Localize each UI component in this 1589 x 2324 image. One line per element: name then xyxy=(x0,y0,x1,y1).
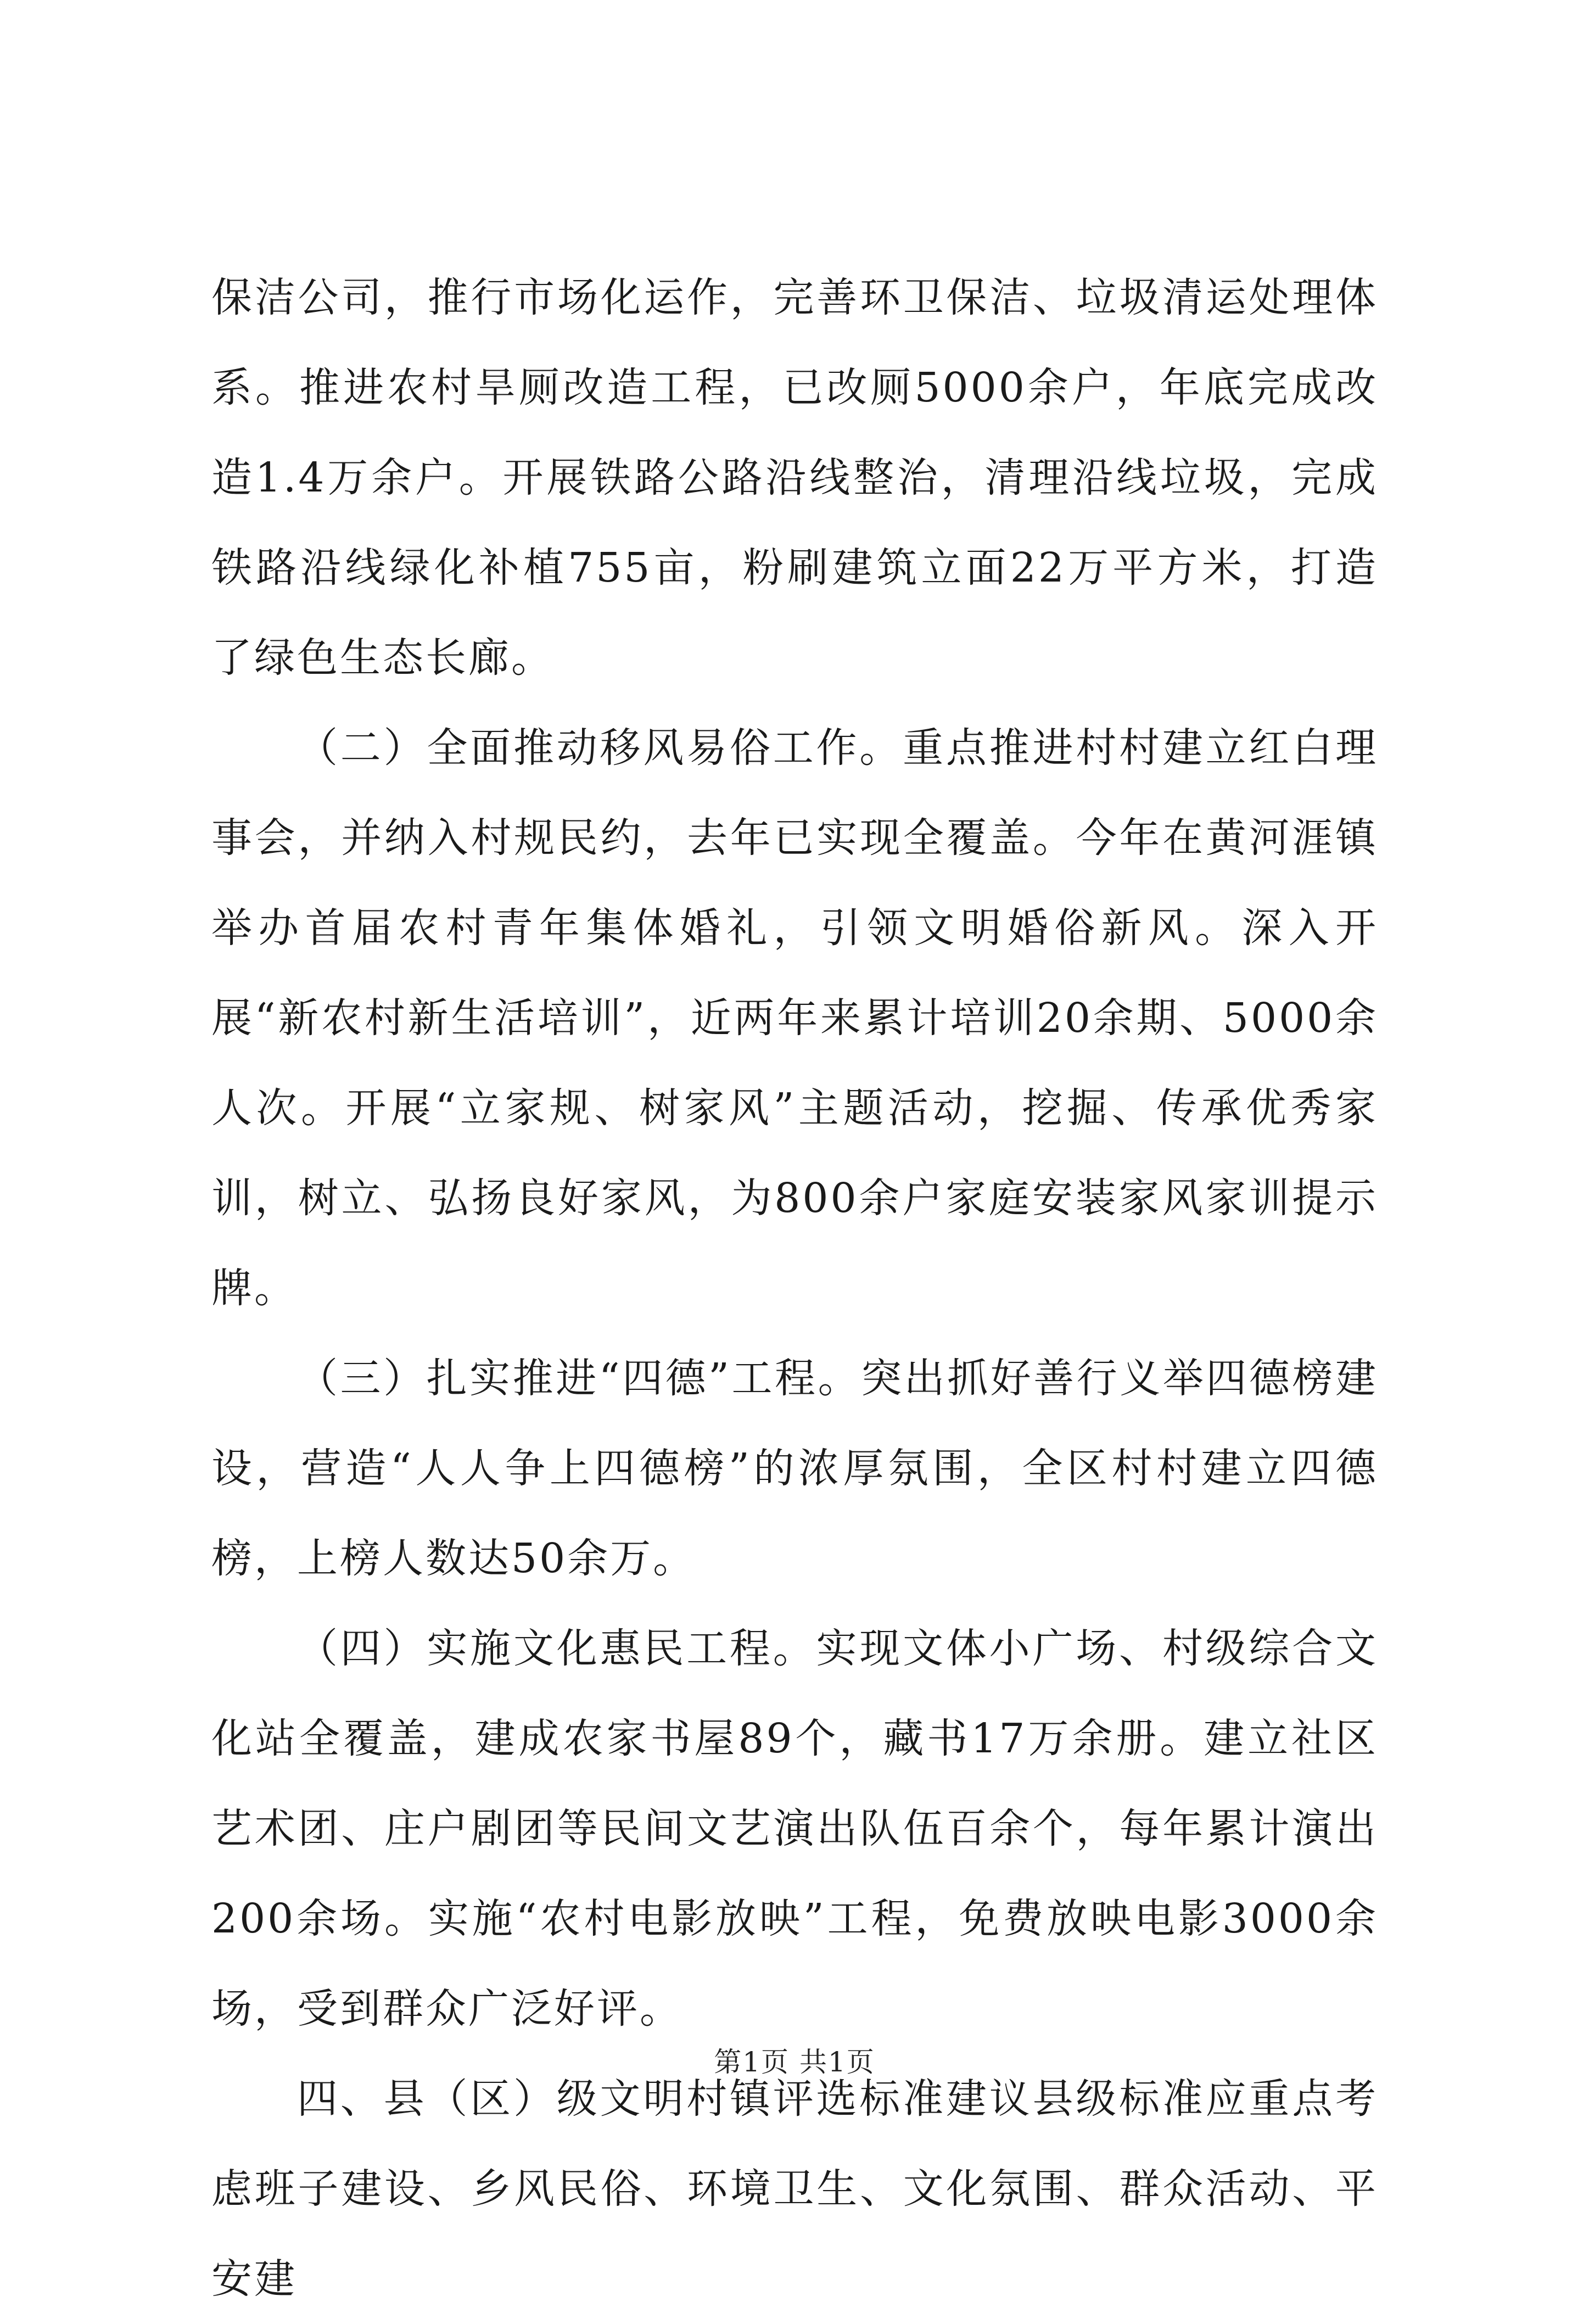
document-body xyxy=(211,253,1378,2324)
paragraph-customs-reform: （二）全面推动移风易俗工作。重点推进村村建立红白理事会，并纳入村规民约，去年已实现全覆盖。今年在黄河涯镇举办首届农村青年集体婚礼，引领文明婚俗新风。深入开展“新农村新生活培训”，近两年来累计培训20余期、5000余人次。开展“立家规、树家风”主题活动，挖掘、传承优秀家训，树立、弘扬良好家风，为800余户家庭安装家风家训提示牌。 xyxy=(211,724,1378,1312)
paragraph-culture-program: （四）实施文化惠民工程。实现文体小广场、村级综合文化站全覆盖，建成农家书屋89个，藏书17万余册。建立社区艺术团、庄户剧团等民间文艺演出队伍百余个，每年累计演出200余场。实施“农村电影放映”工程，免费放映电影3000余场，受到群众广泛好评。 xyxy=(211,1625,1378,2032)
page-footer: 第1页 共1页 xyxy=(714,2046,875,2078)
paragraph-four-virtues: （三）扎实推进“四德”工程。突出抓好善行义举四德榜建设，营造“人人争上四德榜”的浓厚氛围，全区村村建立四德榜，上榜人数达50余万。 xyxy=(211,1355,1378,1582)
paragraph-sanitation: 保洁公司，推行市场化运作，完善环卫保洁、垃圾清运处理体系。推进农村旱厕改造工程，已改厕5000余户，年底完成改造1.4万余户。开展铁路公路沿线整治，清理沿线垃圾，完成铁路沿线绿化补植755亩，粉刷建筑立面22万平方米，打造了绿色生态长廊。 xyxy=(211,274,1378,681)
paragraph-evaluation-standards: 四、县（区）级文明村镇评选标准建议县级标准应重点考虑班子建设、乡风民俗、环境卫生、文化氛围、群众活动、平安建 xyxy=(211,2075,1378,2303)
